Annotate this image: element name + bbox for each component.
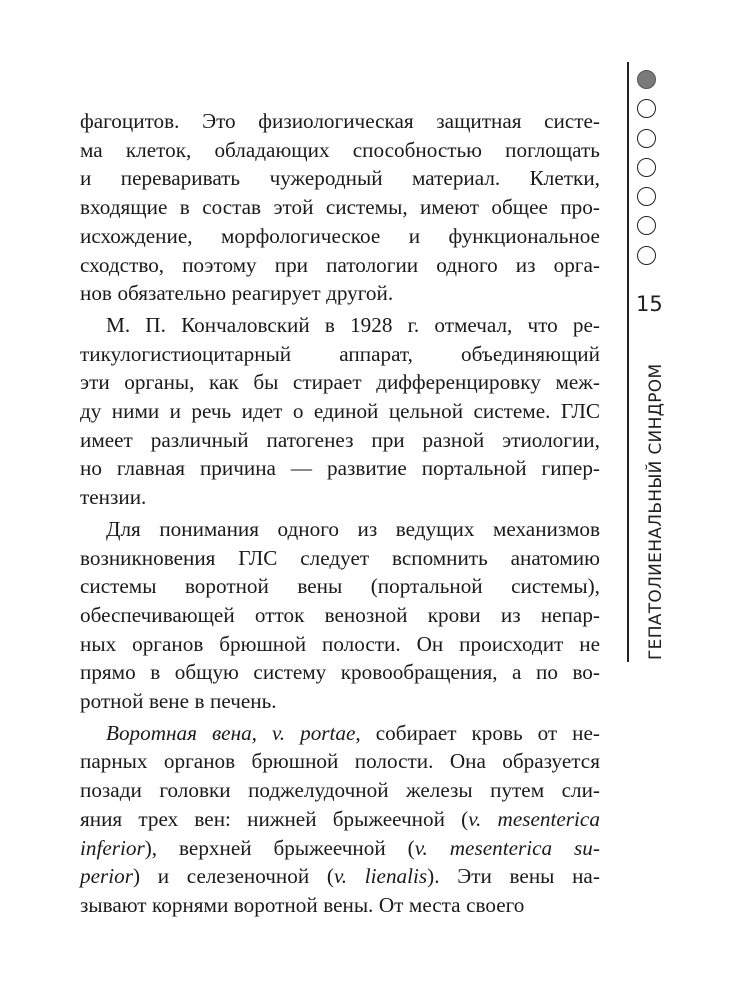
word: собирает — [375, 720, 457, 745]
word: в — [150, 660, 161, 685]
word: своего — [466, 892, 525, 917]
text-line — [80, 805, 600, 834]
text-line — [80, 340, 600, 369]
word: кровь — [471, 720, 523, 745]
word: причина — [199, 456, 276, 481]
word: единой — [313, 399, 379, 424]
progress-dot-filled — [637, 70, 656, 89]
word: вены — [297, 574, 343, 599]
text-line — [80, 483, 600, 512]
word: при — [371, 427, 405, 452]
word: ГЛС — [238, 545, 278, 570]
word: венозной — [324, 602, 408, 627]
text-line — [80, 630, 600, 659]
progress-dot — [637, 246, 656, 265]
word: поглощать — [505, 137, 600, 162]
word: этиологии, — [502, 427, 600, 452]
word: различный — [150, 427, 249, 452]
word: вена, — [211, 720, 257, 745]
word: и — [169, 399, 181, 424]
word: по — [535, 660, 558, 685]
word: (v. — [326, 864, 348, 889]
word: орга- — [553, 252, 600, 277]
word: морфологическое — [220, 223, 381, 248]
word: системы), — [511, 574, 600, 599]
word: главная — [116, 456, 185, 481]
word: патологии — [326, 252, 419, 277]
text-line — [80, 368, 600, 397]
text-line — [80, 397, 600, 426]
text-line — [80, 601, 600, 630]
text-line — [80, 747, 600, 776]
word: Кончаловский — [181, 312, 310, 337]
word: кровообращения, — [340, 660, 498, 685]
word: Эти — [457, 864, 492, 889]
text-line — [80, 515, 600, 544]
word: цельной — [388, 399, 464, 424]
word: систе- — [544, 109, 600, 133]
word: входящие — [80, 195, 168, 220]
word: дифференцировку — [376, 370, 541, 395]
word: (портальной — [370, 574, 483, 599]
word: ведущих — [395, 516, 475, 541]
word: разной — [422, 427, 485, 452]
word: поджелудочной — [248, 778, 389, 803]
word: понимания — [159, 516, 260, 541]
word: вене — [148, 689, 189, 714]
word: другой. — [326, 281, 394, 306]
word: системы — [80, 574, 157, 599]
text-line — [80, 107, 600, 136]
word: сли- — [561, 778, 600, 803]
word: из — [500, 602, 521, 627]
word: брыжеечной — [273, 835, 386, 860]
text-line — [80, 687, 600, 716]
word: функциональное — [448, 223, 600, 248]
text-line — [80, 193, 600, 222]
word: патогенез — [266, 427, 354, 452]
word: гипер- — [541, 456, 600, 481]
word: что — [527, 312, 558, 337]
text-line — [80, 862, 600, 891]
word: объединяющий — [461, 341, 600, 366]
word: нов — [80, 281, 112, 306]
word: на- — [572, 864, 600, 889]
word: Для — [106, 516, 141, 541]
word: вены — [509, 864, 555, 889]
word: из — [357, 516, 378, 541]
word: не- — [572, 720, 600, 745]
word: но — [80, 456, 102, 481]
text-line — [80, 544, 600, 573]
word: физиологическая — [258, 109, 414, 133]
word: эти — [80, 370, 110, 395]
text-line — [80, 719, 600, 748]
word: портальной — [421, 456, 527, 481]
word: От — [378, 892, 404, 917]
word: возникновения — [80, 545, 216, 570]
word: v. — [271, 720, 286, 745]
word: из — [515, 252, 536, 277]
word: брюшной — [251, 749, 339, 774]
text-line — [80, 222, 600, 251]
text-line — [80, 834, 600, 863]
word: ними — [111, 399, 160, 424]
word: состав — [202, 195, 262, 220]
word: во- — [572, 660, 600, 685]
word: происходит — [459, 631, 564, 656]
word: селезеночной — [186, 864, 310, 889]
word: исхождение, — [80, 223, 193, 248]
word: способностью — [352, 137, 482, 162]
word: непар- — [540, 602, 600, 627]
word: воротной — [233, 892, 318, 917]
word: трех — [138, 806, 179, 831]
word: и — [157, 864, 170, 889]
word: органов — [132, 631, 204, 656]
page-number: 15 — [636, 292, 663, 316]
text-line — [80, 279, 600, 308]
word: ре- — [572, 312, 600, 337]
word: mesenterica — [449, 835, 553, 860]
word: головки — [159, 778, 231, 803]
word: обязательно — [117, 281, 227, 306]
word: и — [80, 166, 92, 191]
word: inferior), — [80, 835, 158, 860]
text-line — [80, 426, 600, 455]
word: П. — [145, 312, 166, 337]
word: Воротная — [106, 720, 197, 745]
word: этой — [273, 195, 314, 220]
word: М. — [106, 312, 131, 337]
word: бы — [253, 370, 279, 395]
word: систему — [253, 660, 327, 685]
word: крови — [427, 602, 481, 627]
word: г. — [407, 312, 420, 337]
word: клеток, — [125, 137, 192, 162]
word: ротной — [80, 689, 144, 714]
word: железы — [406, 778, 473, 803]
word: обладающих — [214, 137, 330, 162]
word: следует — [300, 545, 370, 570]
word: не — [579, 631, 600, 656]
margin-rule — [627, 62, 629, 662]
word: ных — [80, 631, 117, 656]
word: Это — [202, 109, 236, 133]
word: органов — [163, 749, 236, 774]
word: общую — [174, 660, 239, 685]
word: тикулогистиоцитарный — [80, 341, 292, 366]
word: стирает — [292, 370, 362, 395]
word: в — [179, 195, 190, 220]
word: при — [274, 252, 309, 277]
word: печень. — [210, 689, 277, 714]
progress-dot — [637, 187, 656, 206]
text-line — [80, 776, 600, 805]
word: нижней — [247, 806, 317, 831]
word: — — [290, 456, 313, 481]
word: от — [537, 720, 558, 745]
word: обеспечивающей — [80, 602, 235, 627]
word: сходство, — [80, 252, 165, 277]
word: переваривать — [120, 166, 241, 191]
word: путем — [490, 778, 545, 803]
body-text — [80, 107, 600, 920]
word: парных — [80, 749, 148, 774]
word: ду — [80, 399, 102, 424]
word: portae, — [300, 720, 361, 745]
word: верхней — [179, 835, 252, 860]
text-line — [80, 164, 600, 193]
word: о — [292, 399, 304, 424]
word: как — [209, 370, 239, 395]
running-head: ГЕПАТОЛИЕНАЛЬНЫЙ СИНДРОМ — [646, 363, 666, 660]
word: Он — [416, 631, 444, 656]
word: lienalis). — [364, 864, 440, 889]
word: вспомнить — [391, 545, 488, 570]
word: идет — [241, 399, 283, 424]
word: 1928 — [350, 312, 393, 337]
progress-dot — [637, 99, 656, 118]
word: органы, — [124, 370, 195, 395]
word: образуется — [502, 749, 600, 774]
word: зывают — [80, 892, 147, 917]
word: прямо — [80, 660, 136, 685]
word: одного — [436, 252, 498, 277]
text-line — [80, 572, 600, 601]
word: ГЛС — [560, 399, 600, 424]
word: perior) — [80, 864, 141, 889]
word: su- — [574, 835, 600, 860]
word: поэтому — [182, 252, 257, 277]
word: места — [408, 892, 461, 917]
word: брыжеечной — [332, 806, 445, 831]
word: а — [512, 660, 522, 685]
word: чужеродный — [269, 166, 383, 191]
word: речь — [191, 399, 232, 424]
text-line — [80, 454, 600, 483]
word: полости. — [322, 631, 401, 656]
word: и — [408, 223, 421, 248]
word: позади — [80, 778, 142, 803]
word: в — [324, 312, 335, 337]
chapter-progress-dots — [637, 70, 656, 275]
progress-dot — [637, 129, 656, 148]
progress-dot — [637, 216, 656, 235]
word: яния — [80, 806, 123, 831]
word: (v. — [407, 835, 428, 860]
word: корнями — [152, 892, 229, 917]
word: про- — [560, 195, 600, 220]
word: системы, — [325, 195, 408, 220]
text-line — [80, 658, 600, 687]
word: вен: — [194, 806, 231, 831]
word: отток — [254, 602, 305, 627]
word: отмечал, — [434, 312, 513, 337]
word: анатомию — [510, 545, 600, 570]
word: общее — [491, 195, 548, 220]
word: одного — [277, 516, 339, 541]
progress-dot — [637, 158, 656, 177]
word: развитие — [327, 456, 407, 481]
word: имеет — [80, 427, 133, 452]
text-line — [80, 136, 600, 165]
word: защитная — [436, 109, 522, 133]
text-line — [80, 891, 600, 920]
word: системе. — [473, 399, 551, 424]
word: аппарат, — [339, 341, 413, 366]
word: в — [194, 689, 205, 714]
word: ма — [80, 137, 103, 162]
word: вены. — [323, 892, 374, 917]
word: механизмов — [492, 516, 600, 541]
word: реагирует — [231, 281, 321, 306]
word: Клетки, — [529, 166, 600, 191]
word: фагоцитов. — [80, 109, 180, 133]
text-line — [80, 251, 600, 280]
word: материал. — [412, 166, 501, 191]
word: Она — [449, 749, 486, 774]
word: меж- — [555, 370, 600, 395]
word: mesenterica — [497, 806, 600, 831]
word: брюшной — [219, 631, 307, 656]
text-line — [80, 311, 600, 340]
word: имеют — [420, 195, 479, 220]
word: полости. — [354, 749, 434, 774]
word: тензии. — [80, 485, 147, 510]
word: воротной — [184, 574, 269, 599]
word: (v. — [461, 806, 482, 831]
